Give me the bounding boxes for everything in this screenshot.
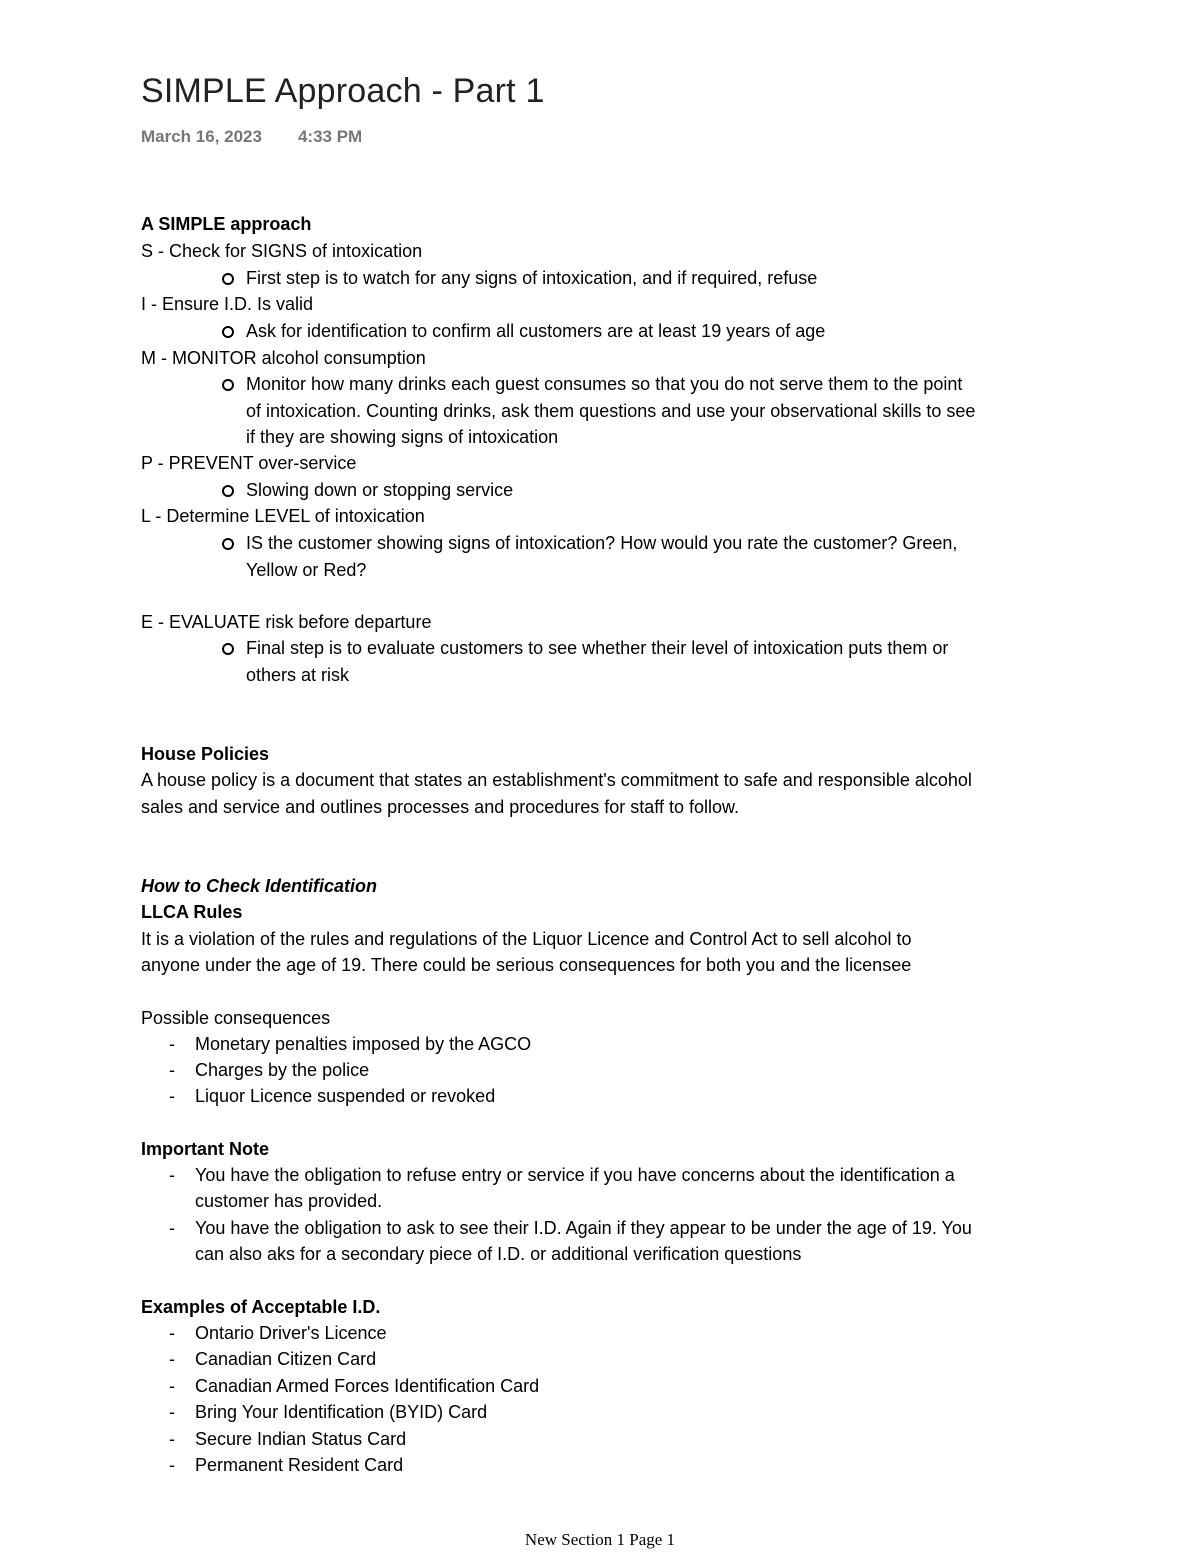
llca-text-1: It is a violation of the rules and regulations of the Liquor Licence and Control Act to sell alcohol to	[141, 929, 912, 949]
note-1-line-2: customer has provided.	[195, 1191, 383, 1211]
note-2-line-2: can also aks for a secondary piece of I.D. or additional verification questions	[195, 1244, 802, 1264]
list-item: Canadian Citizen Card	[195, 1349, 377, 1369]
circle-bullet-icon	[222, 273, 234, 285]
llca-text-2: anyone under the age of 19. There could be serious consequences for both you and the licensee	[141, 955, 912, 975]
dash-bullet-icon: -	[169, 1165, 175, 1185]
dash-bullet-icon: -	[169, 1034, 175, 1054]
dash-bullet-icon: -	[169, 1402, 175, 1422]
list-item: Monetary penalties imposed by the AGCO	[195, 1034, 532, 1054]
simple-m-detail-2: of intoxication. Counting drinks, ask them questions and use your observational skills to see	[246, 401, 976, 421]
page-footer: New Section 1 Page 1	[524, 1530, 676, 1549]
dash-bullet-icon: -	[169, 1429, 175, 1449]
simple-l-detail-1: IS the customer showing signs of intoxication? How would you rate the customer? Green,	[246, 533, 958, 553]
simple-l-detail-2: Yellow or Red?	[246, 560, 367, 580]
note-2-line-1: You have the obligation to ask to see their I.D. Again if they appear to be under the age of 19. You	[195, 1218, 972, 1238]
dash-bullet-icon: -	[169, 1455, 175, 1475]
consequences-heading: Possible consequences	[141, 1008, 331, 1028]
dash-bullet-icon: -	[169, 1060, 175, 1080]
simple-i: I - Ensure I.D. Is valid	[141, 294, 314, 314]
simple-m: M - MONITOR alcohol consumption	[141, 348, 426, 368]
examples-heading: Examples of Acceptable I.D.	[141, 1297, 381, 1317]
list-item: Ontario Driver's Licence	[195, 1323, 387, 1343]
simple-m-detail-1: Monitor how many drinks each guest consumes so that you do not serve them to the point	[246, 374, 963, 394]
house-text-1: A house policy is a document that states an establishment's commitment to safe and responsible alcohol	[141, 770, 972, 790]
simple-m-detail-3: if they are showing signs of intoxication	[246, 427, 559, 447]
circle-bullet-icon	[222, 379, 234, 391]
circle-bullet-icon	[222, 643, 234, 655]
circle-bullet-icon	[222, 538, 234, 550]
simple-i-detail: Ask for identification to confirm all customers are at least 19 years of age	[246, 321, 826, 341]
note-1-line-1: You have the obligation to refuse entry or service if you have concerns about the identification a	[195, 1165, 955, 1185]
simple-s: S - Check for SIGNS of intoxication	[141, 241, 423, 261]
simple-l: L - Determine LEVEL of intoxication	[141, 506, 425, 526]
list-item: Charges by the police	[195, 1060, 370, 1080]
dash-bullet-icon: -	[169, 1376, 175, 1396]
page-date: March 16, 2023	[141, 127, 262, 146]
simple-heading: A SIMPLE approach	[141, 214, 312, 234]
simple-p: P - PREVENT over-service	[141, 453, 357, 473]
dash-bullet-icon: -	[169, 1086, 175, 1106]
id-heading: How to Check Identification	[141, 876, 378, 896]
house-text-2: sales and service and outlines processes and procedures for staff to follow.	[141, 797, 740, 817]
simple-p-detail: Slowing down or stopping service	[246, 480, 514, 500]
list-item: Bring Your Identification (BYID) Card	[195, 1402, 488, 1422]
simple-e: E - EVALUATE risk before departure	[141, 612, 432, 632]
dash-bullet-icon: -	[169, 1323, 175, 1343]
house-heading: House Policies	[141, 744, 270, 764]
page-time: 4:33 PM	[297, 127, 363, 146]
simple-s-detail: First step is to watch for any signs of intoxication, and if required, refuse	[246, 268, 818, 288]
dash-bullet-icon: -	[169, 1218, 175, 1238]
page-meta	[141, 127, 362, 147]
list-item: Secure Indian Status Card	[195, 1429, 407, 1449]
list-item: Permanent Resident Card	[195, 1455, 404, 1475]
llca-heading: LLCA Rules	[141, 902, 243, 922]
list-item: Liquor Licence suspended or revoked	[195, 1086, 496, 1106]
list-item: Canadian Armed Forces Identification Card	[195, 1376, 540, 1396]
circle-bullet-icon	[222, 485, 234, 497]
note-heading: Important Note	[141, 1139, 269, 1159]
simple-e-detail-1: Final step is to evaluate customers to see whether their level of intoxication puts them or	[246, 638, 949, 658]
page-title: SIMPLE Approach - Part 1	[141, 72, 545, 110]
circle-bullet-icon	[222, 326, 234, 338]
dash-bullet-icon: -	[169, 1349, 175, 1369]
simple-e-detail-2: others at risk	[246, 665, 350, 685]
